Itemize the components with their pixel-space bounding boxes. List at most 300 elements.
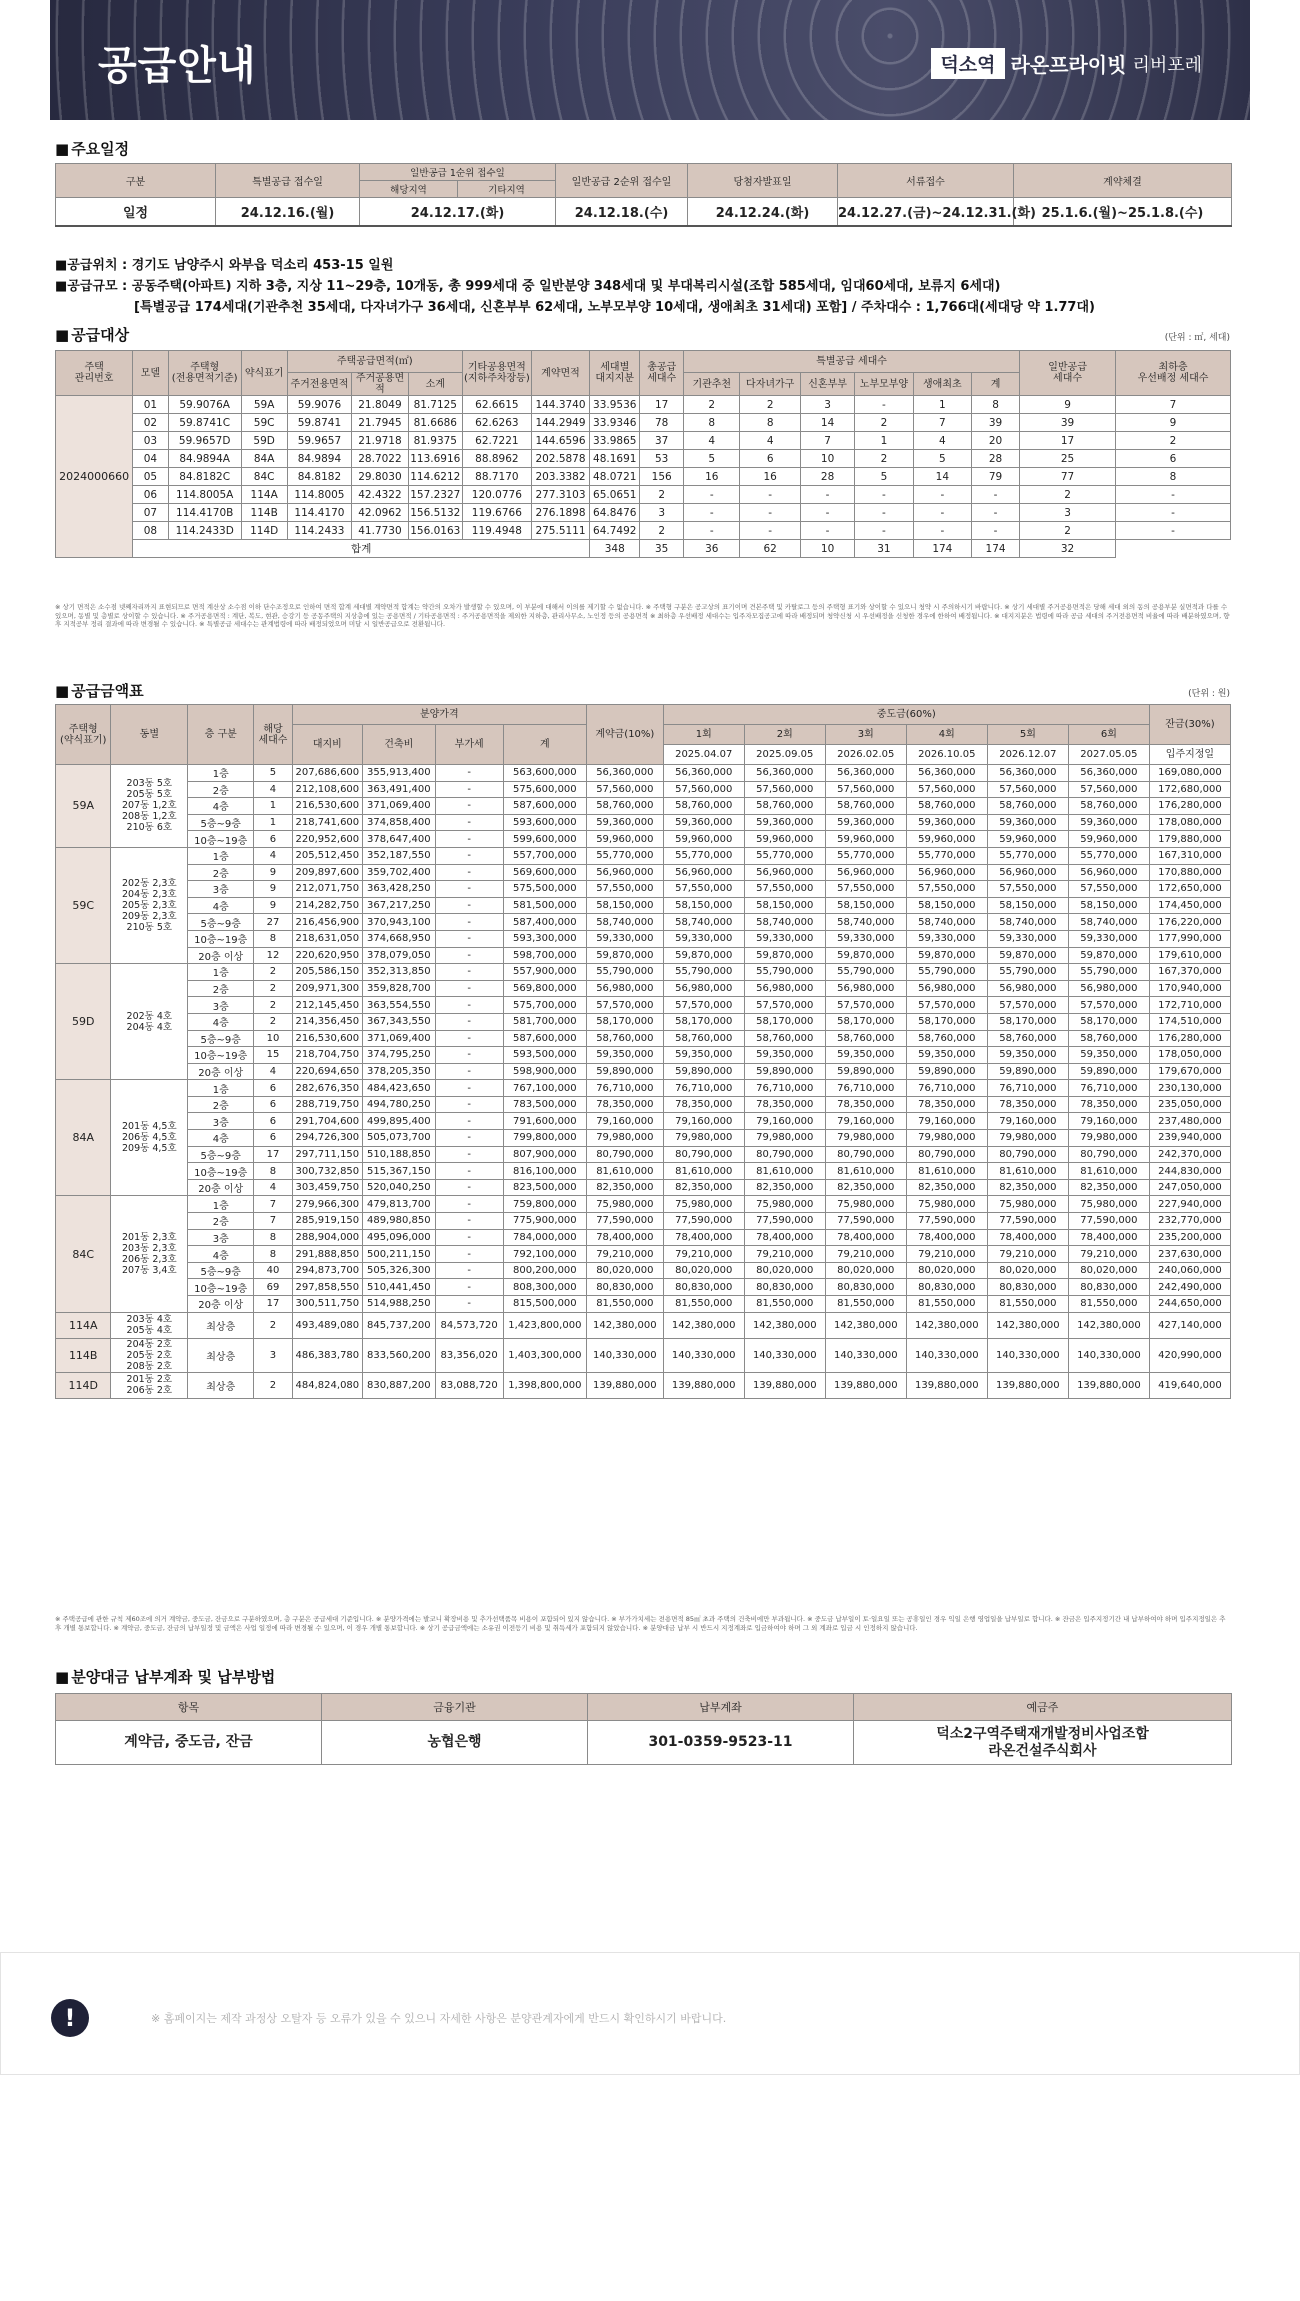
target-cell: 28 — [972, 450, 1020, 468]
price-cell: 81,550,000 — [1068, 1296, 1149, 1313]
target-cell: 114A — [241, 486, 287, 504]
price-cell: - — [435, 781, 503, 798]
target-cell: 156.0163 — [408, 522, 462, 540]
target-cell: 203.3382 — [531, 468, 589, 486]
price-cell: 79,160,000 — [987, 1113, 1068, 1130]
target-cell: - — [913, 504, 971, 522]
target-row — [56, 468, 1231, 486]
price-cell: 80,790,000 — [663, 1146, 744, 1163]
target-cell: 64.7492 — [590, 522, 640, 540]
price-cell: 57,570,000 — [744, 997, 825, 1014]
price-cell: 57,550,000 — [1068, 881, 1149, 898]
notice-text: ※ 홈페이지는 제작 과정상 오탈자 등 오류가 있을 수 있으니 자세한 사항은 분양관계자에게 반드시 확인하시기 바랍니다. — [151, 2012, 727, 2025]
target-cell: - — [800, 522, 854, 540]
target-h-lowest: 최하층 우선배정 세대수 — [1116, 351, 1231, 396]
price-cell: 174,450,000 — [1149, 897, 1230, 914]
price-cell: 172,680,000 — [1149, 781, 1230, 798]
target-cell: 48.1691 — [590, 450, 640, 468]
target-cell: - — [1116, 486, 1231, 504]
price-cell: 58,170,000 — [906, 1013, 987, 1030]
target-cell: 59D — [241, 432, 287, 450]
price-cell: 58,740,000 — [906, 914, 987, 931]
price-cell: 57,570,000 — [1068, 997, 1149, 1014]
price-cell: 78,350,000 — [1068, 1096, 1149, 1113]
price-cell: 58,760,000 — [586, 798, 663, 815]
price-cell: - — [435, 1063, 503, 1080]
price-cell: 78,350,000 — [825, 1096, 906, 1113]
price-cell: 3층 — [188, 1113, 254, 1130]
price-cell: 56,960,000 — [987, 864, 1068, 881]
price-cell: 285,919,150 — [292, 1213, 362, 1230]
price-cell: 759,800,000 — [503, 1196, 586, 1213]
price-cell: 59,960,000 — [1068, 831, 1149, 848]
price-cell: 75,980,000 — [987, 1196, 1068, 1213]
target-cell: 33.9346 — [590, 414, 640, 432]
price-cell: 3층 — [188, 881, 254, 898]
brand-name: 라온프라이빗 — [1010, 53, 1127, 77]
price-cell: 57,550,000 — [987, 881, 1068, 898]
target-h-s3: 신혼부부 — [800, 373, 854, 396]
price-cell: 81,610,000 — [825, 1163, 906, 1180]
price-cell: 587,400,000 — [503, 914, 586, 931]
price-cell: 59,360,000 — [1068, 814, 1149, 831]
price-cell: 510,441,450 — [363, 1279, 436, 1296]
price-cell: 78,350,000 — [987, 1096, 1068, 1113]
price-cell: 2층 — [188, 781, 254, 798]
price-h-mid: 중도금(60%) — [663, 705, 1149, 725]
target-cell: 77 — [1020, 468, 1116, 486]
price-cell: 142,380,000 — [586, 1312, 663, 1338]
target-cell: 33.9536 — [590, 396, 640, 414]
target-cell: 157.2327 — [408, 486, 462, 504]
price-cell: 80,020,000 — [825, 1262, 906, 1279]
target-cell: - — [1116, 504, 1231, 522]
price-cell: 5층~9층 — [188, 1262, 254, 1279]
price-cell: 140,330,000 — [1068, 1338, 1149, 1372]
price-cell: 139,880,000 — [586, 1372, 663, 1398]
target-cell: 78 — [640, 414, 684, 432]
schedule-contract-date: 25.1.6.(월)~25.1.8.(수) — [1014, 198, 1232, 226]
price-cell: 214,282,750 — [292, 897, 362, 914]
price-cell: 823,500,000 — [503, 1179, 586, 1196]
price-cell: 845,737,200 — [363, 1312, 436, 1338]
target-cell: - — [855, 486, 913, 504]
price-cell: 78,350,000 — [906, 1096, 987, 1113]
price-cell: 78,400,000 — [906, 1229, 987, 1246]
price-cell: 297,858,550 — [292, 1279, 362, 1296]
target-h-mgmt: 주택 관리번호 — [56, 351, 133, 396]
price-h-d7: 입주지정일 — [1149, 745, 1230, 765]
price-cell: 76,710,000 — [825, 1080, 906, 1097]
price-cell: 78,400,000 — [1068, 1229, 1149, 1246]
target-cell: - — [972, 504, 1020, 522]
target-total-cell: 174 — [913, 540, 971, 558]
price-cell: 212,145,450 — [292, 997, 362, 1014]
price-cell: 4 — [254, 781, 292, 798]
price-cell: 784,000,000 — [503, 1229, 586, 1246]
target-cell: 04 — [133, 450, 168, 468]
target-cell: 20 — [972, 432, 1020, 450]
price-cell: 575,500,000 — [503, 881, 586, 898]
price-cell: 58,760,000 — [987, 1030, 1068, 1047]
target-cell: 2 — [640, 522, 684, 540]
price-cell: 82,350,000 — [906, 1179, 987, 1196]
price-row — [56, 1246, 1231, 1263]
price-cell: 493,489,080 — [292, 1312, 362, 1338]
price-cell: 489,980,850 — [363, 1213, 436, 1230]
price-h-d3: 2026.02.05 — [825, 745, 906, 765]
target-cell: 84.8182C — [168, 468, 241, 486]
price-h-sum: 계 — [503, 725, 586, 765]
target-cell: 2 — [1116, 432, 1231, 450]
price-row — [56, 1163, 1231, 1180]
price-cell: 279,966,300 — [292, 1196, 362, 1213]
price-row — [56, 1262, 1231, 1279]
target-cell: 37 — [640, 432, 684, 450]
price-cell: 80,020,000 — [906, 1262, 987, 1279]
price-cell: 77,590,000 — [744, 1213, 825, 1230]
price-cell: - — [435, 1096, 503, 1113]
price-cell: 81,610,000 — [744, 1163, 825, 1180]
alert-icon: ! — [51, 1999, 89, 2037]
schedule-h-c3: 일반공급 1순위 접수일 — [360, 164, 556, 181]
target-h-general: 일반공급 세대수 — [1020, 351, 1116, 396]
price-cell: 79,210,000 — [663, 1246, 744, 1263]
price-dong: 203동 4호 205동 4호 — [111, 1312, 188, 1338]
price-row — [56, 947, 1231, 964]
price-cell: 2 — [254, 997, 292, 1014]
price-h-d5: 2026.12.07 — [987, 745, 1068, 765]
price-cell: 218,704,750 — [292, 1047, 362, 1064]
pay-h-item: 항목 — [56, 1694, 322, 1721]
price-cell: 212,108,600 — [292, 781, 362, 798]
price-cell: 359,702,400 — [363, 864, 436, 881]
price-cell: 363,554,550 — [363, 997, 436, 1014]
price-cell: 55,770,000 — [663, 847, 744, 864]
target-cell: 1 — [855, 432, 913, 450]
price-cell: 79,210,000 — [906, 1246, 987, 1263]
target-cell: 5 — [855, 468, 913, 486]
price-cell: 57,560,000 — [744, 781, 825, 798]
price-cell: 79,160,000 — [1068, 1113, 1149, 1130]
price-cell: 371,069,400 — [363, 798, 436, 815]
price-cell: 59,870,000 — [906, 947, 987, 964]
price-cell: 59,330,000 — [987, 930, 1068, 947]
price-cell: 81,550,000 — [586, 1296, 663, 1313]
target-cell: 17 — [1020, 432, 1116, 450]
target-cell: 14 — [913, 468, 971, 486]
price-cell: 57,560,000 — [906, 781, 987, 798]
price-cell: 139,880,000 — [825, 1372, 906, 1398]
brand-logo — [931, 48, 1202, 79]
price-cell: - — [435, 1213, 503, 1230]
price-cell: 363,491,400 — [363, 781, 436, 798]
price-cell: 216,456,900 — [292, 914, 362, 931]
target-cell: 59A — [241, 396, 287, 414]
price-cell: 7 — [254, 1196, 292, 1213]
price-h-dong: 동별 — [111, 705, 188, 765]
price-row — [56, 1179, 1231, 1196]
price-cell: 56,360,000 — [906, 765, 987, 782]
price-cell: 58,760,000 — [744, 1030, 825, 1047]
price-cell: 4층 — [188, 897, 254, 914]
target-cell: 81.6686 — [408, 414, 462, 432]
pay-holder-1: 덕소2구역주택재개발정비사업조합 — [936, 1725, 1149, 1742]
price-cell: 80,020,000 — [663, 1262, 744, 1279]
target-cell: 8 — [740, 414, 801, 432]
price-type: 59C — [56, 847, 111, 963]
target-cell: 59.9076A — [168, 396, 241, 414]
target-cell: 88.7170 — [462, 468, 531, 486]
price-cell: 81,550,000 — [744, 1296, 825, 1313]
price-cell: 20층 이상 — [188, 1179, 254, 1196]
price-cell: 84,573,720 — [435, 1312, 503, 1338]
target-cell: 7 — [1116, 396, 1231, 414]
target-cell: 8 — [684, 414, 740, 432]
price-cell: 6 — [254, 1130, 292, 1147]
price-cell: 59,870,000 — [586, 947, 663, 964]
target-cell: 144.2949 — [531, 414, 589, 432]
price-row — [56, 1296, 1231, 1313]
price-cell: 78,400,000 — [825, 1229, 906, 1246]
target-cell: - — [740, 522, 801, 540]
target-cell: - — [684, 522, 740, 540]
price-cell: 82,350,000 — [825, 1179, 906, 1196]
price-row — [56, 798, 1231, 815]
target-cell: 59.9076 — [287, 396, 352, 414]
price-cell: 79,160,000 — [586, 1113, 663, 1130]
price-cell: 174,510,000 — [1149, 1013, 1230, 1030]
price-cell: 15 — [254, 1047, 292, 1064]
pay-table — [55, 1693, 1232, 1765]
price-cell: 172,650,000 — [1149, 881, 1230, 898]
price-dong: 201동 2,3호 203동 2,3호 206동 2,3호 207동 3,4호 — [111, 1196, 188, 1312]
target-cell: - — [913, 522, 971, 540]
price-cell: 220,952,600 — [292, 831, 362, 848]
price-cell: 139,880,000 — [744, 1372, 825, 1398]
price-cell: 59,960,000 — [906, 831, 987, 848]
target-h-s5: 생애최초 — [913, 373, 971, 396]
price-cell: 10층~19층 — [188, 1279, 254, 1296]
price-cell: 57,570,000 — [987, 997, 1068, 1014]
price-cell: 179,610,000 — [1149, 947, 1230, 964]
price-cell: 56,960,000 — [1068, 864, 1149, 881]
pay-holder-2: 라온건설주식회사 — [988, 1742, 1097, 1759]
price-cell: 58,760,000 — [825, 1030, 906, 1047]
schedule-h-c1: 구분 — [56, 164, 216, 198]
price-cell: 59,350,000 — [663, 1047, 744, 1064]
price-cell: 75,980,000 — [1068, 1196, 1149, 1213]
price-cell: 142,380,000 — [663, 1312, 744, 1338]
price-cell: 294,873,700 — [292, 1262, 362, 1279]
price-cell: 799,800,000 — [503, 1130, 586, 1147]
price-cell: - — [435, 1179, 503, 1196]
schedule-row-label: 일정 — [56, 198, 216, 226]
price-cell: 783,500,000 — [503, 1096, 586, 1113]
price-h-price: 분양가격 — [292, 705, 586, 725]
price-cell: 56,360,000 — [744, 765, 825, 782]
price-row — [56, 1063, 1231, 1080]
price-cell: 179,670,000 — [1149, 1063, 1230, 1080]
price-h-type: 주택형 (약식표기) — [56, 705, 111, 765]
schedule-table — [55, 163, 1232, 227]
price-cell: 176,280,000 — [1149, 798, 1230, 815]
price-cell: 76,710,000 — [906, 1080, 987, 1097]
price-cell: 239,940,000 — [1149, 1130, 1230, 1147]
price-type: 59D — [56, 964, 111, 1080]
price-cell: 563,600,000 — [503, 765, 586, 782]
target-cell: - — [972, 486, 1020, 504]
page — [50, 0, 1250, 1759]
price-cell: 58,740,000 — [663, 914, 744, 931]
price-h-units: 해당 세대수 — [254, 705, 292, 765]
price-cell: 56,980,000 — [744, 980, 825, 997]
target-cell: - — [913, 486, 971, 504]
price-cell: 10층~19층 — [188, 1163, 254, 1180]
price-cell: 79,980,000 — [663, 1130, 744, 1147]
price-cell: 374,668,950 — [363, 930, 436, 947]
price-cell: 2 — [254, 980, 292, 997]
price-cell: 815,500,000 — [503, 1296, 586, 1313]
pay-bank: 농협은행 — [322, 1721, 588, 1765]
price-cell: - — [435, 997, 503, 1014]
target-cell: 21.7945 — [352, 414, 408, 432]
info-location: ■공급위치 : 경기도 남양주시 와부읍 덕소리 453-15 일원 — [55, 258, 394, 273]
target-body — [56, 351, 1231, 558]
price-cell: 419,640,000 — [1149, 1372, 1230, 1398]
price-cell: 581,700,000 — [503, 1013, 586, 1030]
price-row — [56, 914, 1231, 931]
pay-account: 301-0359-9523-11 — [588, 1721, 854, 1765]
price-cell: 598,900,000 — [503, 1063, 586, 1080]
price-cell: 57,560,000 — [987, 781, 1068, 798]
price-dong: 202동 2,3호 204동 2,3호 205동 2,3호 209동 2,3호 210동 5호 — [111, 847, 188, 963]
price-cell: 352,313,850 — [363, 964, 436, 981]
price-cell: - — [435, 1130, 503, 1147]
price-cell: 1 — [254, 798, 292, 815]
target-h-short: 약식표기 — [241, 351, 287, 396]
price-cell: - — [435, 964, 503, 981]
price-cell: 75,980,000 — [744, 1196, 825, 1213]
target-cell: 59C — [241, 414, 287, 432]
price-cell: - — [435, 1047, 503, 1064]
price-cell: 79,980,000 — [744, 1130, 825, 1147]
target-cell: - — [684, 486, 740, 504]
price-h-deposit: 계약금(10%) — [586, 705, 663, 765]
target-cell: - — [1116, 522, 1231, 540]
target-cell: 114.2433D — [168, 522, 241, 540]
target-cell: 64.8476 — [590, 504, 640, 522]
price-row — [56, 997, 1231, 1014]
price-cell: 505,326,300 — [363, 1262, 436, 1279]
price-cell: 81,610,000 — [663, 1163, 744, 1180]
target-h-common: 주거공용면적 — [352, 373, 408, 396]
price-cell: 4 — [254, 1179, 292, 1196]
price-cell: 4층 — [188, 1246, 254, 1263]
target-cell: 3 — [1020, 504, 1116, 522]
target-cell: - — [800, 486, 854, 504]
target-h-supply-area: 주택공급면적(㎡) — [287, 351, 462, 373]
target-cell: 59.8741C — [168, 414, 241, 432]
price-cell: 59,870,000 — [1068, 947, 1149, 964]
price-cell: 27 — [254, 914, 292, 931]
target-cell: 8 — [1116, 468, 1231, 486]
price-cell: 77,590,000 — [825, 1213, 906, 1230]
price-cell: - — [435, 980, 503, 997]
price-cell: 58,760,000 — [987, 798, 1068, 815]
price-cell: 355,913,400 — [363, 765, 436, 782]
price-cell: 2층 — [188, 980, 254, 997]
price-cell: 59,350,000 — [906, 1047, 987, 1064]
price-cell: 79,210,000 — [825, 1246, 906, 1263]
target-cell: 5 — [684, 450, 740, 468]
price-cell: 80,020,000 — [1068, 1262, 1149, 1279]
price-cell: 78,400,000 — [663, 1229, 744, 1246]
price-cell: 1,403,300,000 — [503, 1338, 586, 1372]
target-h-s4: 노부모부양 — [855, 373, 913, 396]
target-cell: 114B — [241, 504, 287, 522]
price-cell: 59,330,000 — [586, 930, 663, 947]
target-cell: 06 — [133, 486, 168, 504]
target-cell: 2 — [740, 396, 801, 414]
price-h-build: 건축비 — [363, 725, 436, 765]
price-cell: 139,880,000 — [906, 1372, 987, 1398]
page-title: 공급안내 — [98, 43, 257, 89]
target-cell: 28.7022 — [352, 450, 408, 468]
price-type: 59A — [56, 765, 111, 848]
price-cell: 5층~9층 — [188, 1146, 254, 1163]
target-cell: 120.0776 — [462, 486, 531, 504]
price-cell: 56,980,000 — [906, 980, 987, 997]
price-cell: 140,330,000 — [744, 1338, 825, 1372]
price-cell: 179,880,000 — [1149, 831, 1230, 848]
target-cell: 144.3740 — [531, 396, 589, 414]
price-cell: 303,459,750 — [292, 1179, 362, 1196]
price-cell: 247,050,000 — [1149, 1179, 1230, 1196]
price-cell: 59,960,000 — [987, 831, 1068, 848]
target-cell: 81.7125 — [408, 396, 462, 414]
price-cell: 1,423,800,000 — [503, 1312, 586, 1338]
price-cell: 57,570,000 — [586, 997, 663, 1014]
price-dong: 203동 5호 205동 5호 207동 1,2호 208동 1,2호 210동 6호 — [111, 765, 188, 848]
price-cell: 212,071,750 — [292, 881, 362, 898]
price-cell: 515,367,150 — [363, 1163, 436, 1180]
target-total-cell: 62 — [740, 540, 801, 558]
price-cell: 69 — [254, 1279, 292, 1296]
price-h-m5: 5회 — [987, 725, 1068, 745]
price-cell: 20층 이상 — [188, 1063, 254, 1080]
price-cell: 58,170,000 — [1068, 1013, 1149, 1030]
price-cell: 58,740,000 — [987, 914, 1068, 931]
price-row — [56, 1279, 1231, 1296]
price-cell: - — [435, 1080, 503, 1097]
price-cell: 242,370,000 — [1149, 1146, 1230, 1163]
price-cell: 505,073,700 — [363, 1130, 436, 1147]
target-cell: - — [855, 522, 913, 540]
price-cell: 791,600,000 — [503, 1113, 586, 1130]
price-cell: 80,830,000 — [987, 1279, 1068, 1296]
pay-h-holder: 예금주 — [854, 1694, 1232, 1721]
price-h-vat: 부가세 — [435, 725, 503, 765]
price-cell: - — [435, 914, 503, 931]
price-cell: 140,330,000 — [663, 1338, 744, 1372]
schedule-h-c4: 일반공급 2순위 접수일 — [556, 164, 688, 198]
price-cell: 378,205,350 — [363, 1063, 436, 1080]
target-cell: 79 — [972, 468, 1020, 486]
target-cell: 17 — [640, 396, 684, 414]
price-cell: 59,360,000 — [825, 814, 906, 831]
price-cell: 9 — [254, 897, 292, 914]
